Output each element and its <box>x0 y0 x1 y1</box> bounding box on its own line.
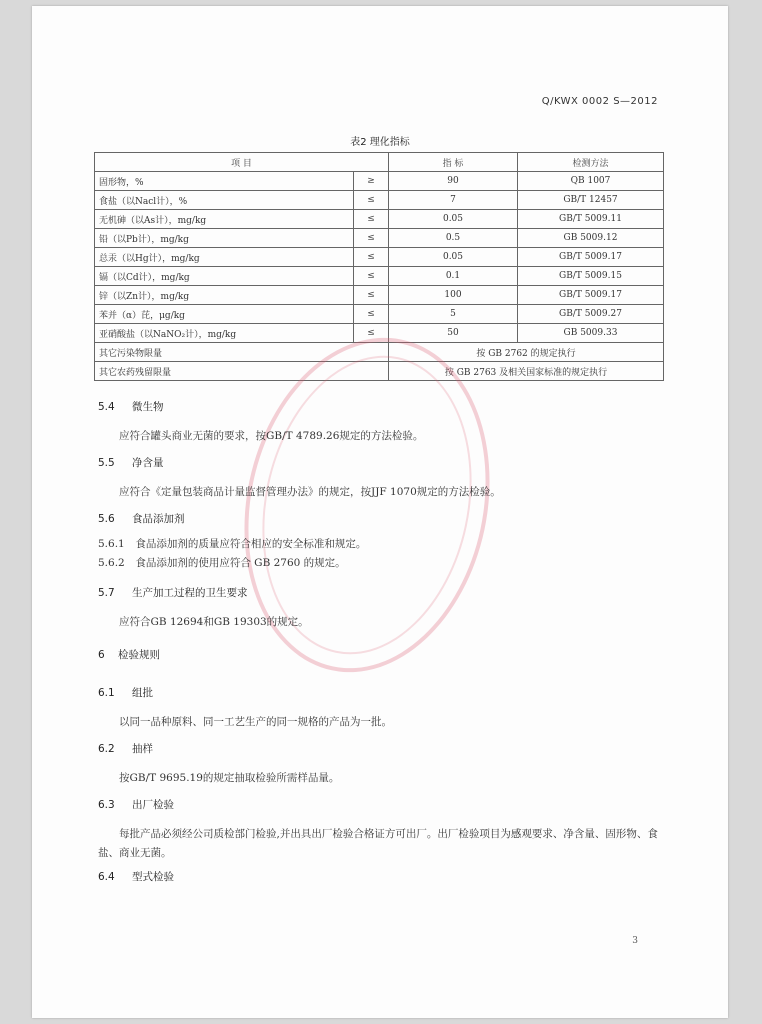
section-number: 5.5 <box>98 457 115 469</box>
section-number: 5.6.2 <box>98 556 125 569</box>
section-number: 5.4 <box>98 401 115 413</box>
table-row <box>95 305 664 324</box>
document-page <box>32 6 728 1018</box>
section-title: 型式检验 <box>132 871 174 883</box>
section-number: 6.2 <box>98 743 115 755</box>
row-method: GB/T 5009.27 <box>518 305 664 324</box>
document-code: Q/KWX 0002 S—2012 <box>541 96 658 107</box>
section-title: 生产加工过程的卫生要求 <box>132 587 248 599</box>
row-method: GB 5009.12 <box>518 229 664 248</box>
row-method: GB/T 5009.17 <box>518 286 664 305</box>
row-operator: ≤ <box>354 267 389 286</box>
row-method: GB/T 5009.17 <box>518 248 664 267</box>
section-title: 净含量 <box>132 457 164 469</box>
table-row <box>95 210 664 229</box>
section-text: 应符合《定量包装商品计量监督管理办法》的规定，按JJF 1070规定的方法检验。 <box>119 485 501 498</box>
section-text: 应符合GB 12694和GB 19303的规定。 <box>119 615 309 628</box>
table-row <box>95 229 664 248</box>
row-item: 亚硝酸盐（以NaNO₂计），mg/kg <box>95 324 354 343</box>
section-6-1 <box>98 684 662 732</box>
table-row <box>95 286 664 305</box>
header-method: 检测方法 <box>518 153 664 172</box>
row-item: 食盐（以Nacl计），% <box>95 191 354 210</box>
section-number: 6.4 <box>98 871 115 883</box>
row-value: 0.1 <box>389 267 518 286</box>
section-text: 以同一品种原料、同一工艺生产的同一规格的产品为一批。 <box>119 715 392 728</box>
section-title: 出厂检验 <box>132 799 174 811</box>
section-title: 微生物 <box>132 401 164 413</box>
row-item: 总汞（以Hg计），mg/kg <box>95 248 354 267</box>
section-text: 按GB/T 9695.19的规定抽取检验所需样品量。 <box>119 771 340 784</box>
table-row <box>95 172 664 191</box>
row-item: 其它农药残留限量 <box>95 362 389 381</box>
table-title: 表2 理化指标 <box>350 137 410 148</box>
section-5-6 <box>98 510 662 573</box>
row-item: 苯并（α）芘，μg/kg <box>95 305 354 324</box>
section-number: 6.3 <box>98 799 115 811</box>
table-body <box>95 172 664 381</box>
row-method: QB 1007 <box>518 172 664 191</box>
row-item: 无机砷（以As计），mg/kg <box>95 210 354 229</box>
row-item: 其它污染物限量 <box>95 343 389 362</box>
section-title: 组批 <box>132 687 153 699</box>
row-operator: ≤ <box>354 248 389 267</box>
row-value: 50 <box>389 324 518 343</box>
row-merged-value: 按 GB 2762 的规定执行 <box>389 343 664 362</box>
row-item: 铅（以Pb计），mg/kg <box>95 229 354 248</box>
row-operator: ≤ <box>354 229 389 248</box>
section-5-4 <box>98 398 662 446</box>
section-6-2 <box>98 740 662 788</box>
header-value: 指 标 <box>389 153 518 172</box>
table-row <box>95 267 664 286</box>
row-operator: ≤ <box>354 286 389 305</box>
table-row <box>95 324 664 343</box>
section-5-5 <box>98 454 662 502</box>
section-number: 6.1 <box>98 687 115 699</box>
row-method: GB/T 5009.15 <box>518 267 664 286</box>
section-number: 6 <box>98 649 105 661</box>
row-merged-value: 按 GB 2763 及相关国家标准的规定执行 <box>389 362 664 381</box>
section-title: 检验规则 <box>118 649 160 661</box>
section-number: 5.7 <box>98 587 115 599</box>
section-number: 5.6 <box>98 513 115 525</box>
row-item: 锌（以Zn计），mg/kg <box>95 286 354 305</box>
row-value: 0.05 <box>389 248 518 267</box>
table-row <box>95 248 664 267</box>
row-operator: ≥ <box>354 172 389 191</box>
section-6 <box>98 646 662 665</box>
row-operator: ≤ <box>354 191 389 210</box>
table-row <box>95 191 664 210</box>
section-title: 食品添加剂 <box>132 513 185 525</box>
section-5-7 <box>98 584 662 632</box>
row-method: GB/T 12457 <box>518 191 664 210</box>
section-6-3 <box>98 796 662 863</box>
section-text: 食品添加剂的使用应符合 GB 2760 的规定。 <box>135 556 346 569</box>
row-value: 7 <box>389 191 518 210</box>
table-row-merged <box>95 343 664 362</box>
row-operator: ≤ <box>354 305 389 324</box>
row-value: 0.5 <box>389 229 518 248</box>
section-text: 每批产品必须经公司质检部门检验,并出具出厂检验合格证方可出厂。出厂检验项目为感观要求、净含量、固形物、食盐、商业无菌。 <box>98 827 658 859</box>
row-operator: ≤ <box>354 324 389 343</box>
row-item: 镉（以Cd计），mg/kg <box>95 267 354 286</box>
table-row-merged <box>95 362 664 381</box>
row-value: 0.05 <box>389 210 518 229</box>
row-method: GB/T 5009.11 <box>518 210 664 229</box>
row-item: 固形物，% <box>95 172 354 191</box>
row-value: 5 <box>389 305 518 324</box>
section-title: 抽样 <box>132 743 153 755</box>
row-value: 90 <box>389 172 518 191</box>
section-number: 5.6.1 <box>98 537 125 550</box>
specification-table <box>94 152 664 381</box>
section-text: 应符合罐头商业无菌的要求，按GB/T 4789.26规定的方法检验。 <box>119 429 424 442</box>
section-text: 食品添加剂的质量应符合相应的安全标准和规定。 <box>135 537 367 550</box>
row-value: 100 <box>389 286 518 305</box>
row-method: GB 5009.33 <box>518 324 664 343</box>
page-number: 3 <box>632 936 638 946</box>
section-6-4 <box>98 868 662 887</box>
row-operator: ≤ <box>354 210 389 229</box>
subsection-5-6-2 <box>98 554 662 573</box>
header-item: 项 目 <box>95 153 389 172</box>
subsection-5-6-1 <box>98 535 662 554</box>
table-header-row <box>95 153 664 172</box>
